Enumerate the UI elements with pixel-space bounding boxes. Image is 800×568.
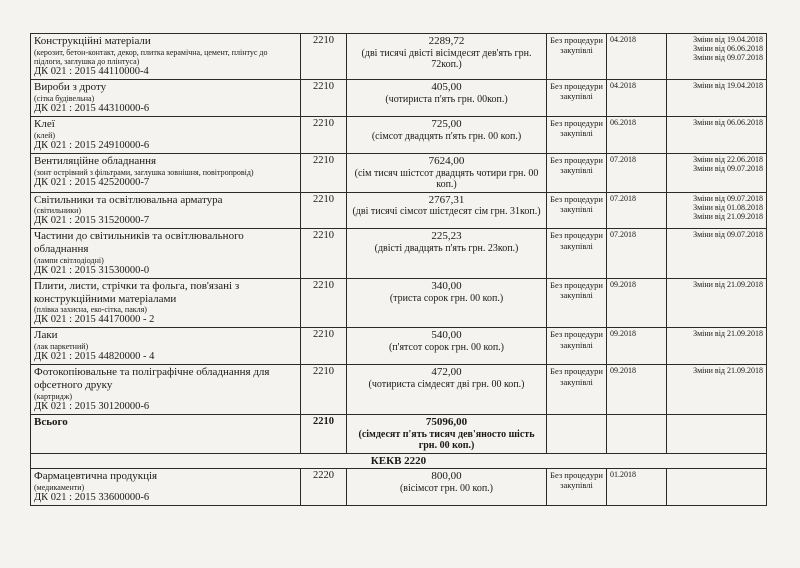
kekv-code: 2210 (313, 193, 334, 205)
empty-cell (607, 414, 667, 453)
start-date-cell (607, 34, 667, 80)
kekv-code-cell (301, 34, 347, 80)
amount-value: 225,23 (431, 230, 462, 243)
section-title: КЕКВ 2220 (370, 454, 427, 467)
item-cpv-code: ДК 021 : 2015 44110000-4 (34, 66, 149, 78)
changes-cell (667, 80, 767, 117)
changes-cell (667, 116, 767, 153)
table-row (31, 153, 767, 192)
change-entry: Зміни від 21.09.2018 (693, 329, 763, 339)
start-date: 09.2018 (610, 366, 636, 376)
procedure-type: Без процедури закупівлі (550, 35, 603, 56)
changes-cell (667, 192, 767, 229)
kekv-code-cell (301, 229, 347, 279)
kekv-code-cell (301, 469, 347, 506)
procedure-type: Без процедури закупівлі (550, 193, 603, 214)
changes-cell (667, 469, 767, 506)
change-entry: Зміни від 19.04.2018 (693, 81, 763, 91)
changes-cell (667, 365, 767, 415)
procedure-type: Без процедури закупівлі (550, 230, 603, 251)
item-name-cell (31, 80, 301, 117)
change-entry: Зміни від 06.06.2018 (693, 44, 763, 54)
item-name-cell (31, 278, 301, 328)
amount-cell (347, 80, 547, 117)
kekv-code: 2210 (313, 35, 334, 46)
change-entry: Зміни від 21.09.2018 (693, 279, 763, 289)
start-date: 06.2018 (610, 117, 636, 127)
amount-value: 800,00 (431, 470, 462, 483)
changes-cell (667, 278, 767, 328)
total-amount: 75096,00 (425, 415, 468, 428)
table-row (31, 469, 767, 506)
change-entry: Зміни від 06.06.2018 (693, 117, 763, 127)
kekv-code: 2220 (313, 470, 334, 482)
amount-value: 472,00 (431, 366, 462, 379)
amount-in-words: (вісімсот грн. 00 коп.) (399, 482, 494, 494)
total-amount-in-words: (сімдесят п'ять тисяч дев'яносто шість грн. 00 коп.) (358, 428, 535, 452)
item-name: Клеї (34, 117, 55, 130)
item-description: (лампи світлодіодні) (34, 255, 104, 265)
changes-cell (667, 153, 767, 192)
change-entry: Зміни від 09.07.2018 (693, 193, 763, 203)
amount-in-words: (сімсот двадцять п'ять грн. 00 коп.) (371, 130, 522, 142)
item-name-cell (31, 229, 301, 279)
start-date-cell (607, 278, 667, 328)
total-kekv: 2210 (313, 415, 334, 427)
item-cpv-code: ДК 021 : 2015 31520000-7 (34, 215, 150, 227)
item-name: Конструкційні матеріали (34, 35, 151, 47)
procedure-type: Без процедури закупівлі (550, 366, 603, 387)
section-title-cell (31, 453, 767, 469)
item-description: (керозит, бетон-контакт, декор, плитка керамічна, цемент, плінтус до підлоги, заглушка до плінтуса) (34, 47, 268, 66)
start-date-cell (607, 116, 667, 153)
start-date: 04.2018 (610, 81, 636, 91)
procedure-cell (547, 365, 607, 415)
procedure-type: Без процедури закупівлі (550, 81, 603, 102)
item-cpv-code: ДК 021 : 2015 42520000-7 (34, 176, 150, 188)
empty-cell (667, 414, 767, 453)
total-kekv-cell (301, 414, 347, 453)
start-date: 09.2018 (610, 279, 636, 289)
amount-in-words: (двісті двадцять п'ять грн. 23коп.) (374, 243, 519, 255)
procurement-table (30, 33, 767, 506)
table-row (31, 34, 767, 80)
item-cpv-code: ДК 021 : 2015 24910000-6 (34, 139, 150, 151)
item-name: Лаки (34, 329, 58, 342)
change-entry: Зміни від 22.06.2018 (693, 154, 763, 164)
start-date-cell (607, 328, 667, 365)
procurement-table-body (31, 34, 767, 506)
kekv-code-cell (301, 278, 347, 328)
item-name-cell (31, 34, 301, 80)
change-entry: Зміни від 09.07.2018 (693, 230, 763, 240)
amount-cell (347, 469, 547, 506)
item-cpv-code: ДК 021 : 2015 33600000-6 (34, 491, 150, 503)
procedure-cell (547, 116, 607, 153)
change-entry: Зміни від 19.04.2018 (693, 35, 763, 44)
amount-value: 405,00 (431, 81, 462, 94)
item-name-cell (31, 469, 301, 506)
item-name: Фотокопіювальне та поліграфічне обладнання для офсетного друку (34, 366, 270, 391)
changes-cell (667, 34, 767, 80)
item-cpv-code: ДК 021 : 2015 44310000-6 (34, 102, 150, 114)
amount-cell (347, 192, 547, 229)
table-row (31, 192, 767, 229)
change-entry: Зміни від 21.09.2018 (693, 211, 763, 221)
change-entry: Зміни від 21.09.2018 (693, 366, 763, 376)
amount-cell (347, 34, 547, 80)
amount-cell (347, 328, 547, 365)
start-date-cell (607, 192, 667, 229)
amount-value: 2289,72 (428, 35, 465, 47)
table-row (31, 116, 767, 153)
item-name: Фармацевтична продукція (34, 470, 158, 483)
item-name-cell (31, 116, 301, 153)
kekv-code: 2210 (313, 366, 334, 378)
amount-in-words: (чотириста п'ять грн. 00коп.) (385, 93, 508, 105)
item-name: Вироби з дроту (34, 81, 107, 94)
item-cpv-code: ДК 021 : 2015 44170000 - 2 (34, 314, 155, 326)
amount-value: 340,00 (431, 279, 462, 292)
total-label-cell (31, 414, 301, 453)
procedure-cell (547, 328, 607, 365)
item-description: (сітка будівельна) (34, 93, 95, 103)
changes-cell (667, 328, 767, 365)
item-cpv-code: ДК 021 : 2015 31530000-0 (34, 264, 150, 276)
changes-cell (667, 229, 767, 279)
amount-in-words: (п'ятсот сорок грн. 00 коп.) (388, 342, 505, 354)
amount-value: 7624,00 (428, 154, 465, 167)
item-description: (світильники) (34, 206, 82, 216)
procedure-cell (547, 469, 607, 506)
change-entry: Зміни від 09.07.2018 (693, 53, 763, 63)
start-date-cell (607, 153, 667, 192)
start-date-cell (607, 469, 667, 506)
procedure-type: Без процедури закупівлі (550, 279, 603, 301)
item-description: (картридж) (34, 391, 73, 401)
section-header-row (31, 453, 767, 469)
item-name: Вентиляційне обладнання (34, 154, 157, 167)
item-name: Світильники та освітлювальна арматура (34, 193, 223, 206)
item-description: (медикаменти) (34, 482, 85, 492)
amount-cell (347, 229, 547, 279)
table-row (31, 80, 767, 117)
total-row (31, 414, 767, 453)
amount-cell (347, 278, 547, 328)
start-date: 01.2018 (610, 470, 636, 480)
start-date: 09.2018 (610, 329, 636, 339)
item-description: (клей) (34, 130, 56, 140)
amount-in-words: (чотириста сімдесят дві грн. 00 коп.) (368, 378, 525, 390)
item-description: (лак паркетний) (34, 342, 89, 352)
kekv-code-cell (301, 328, 347, 365)
amount-cell (347, 365, 547, 415)
kekv-code: 2210 (313, 117, 334, 129)
item-description: (плівка захисна, еко-сітка, пакля) (34, 305, 147, 315)
amount-in-words: (триста сорок грн. 00 коп.) (389, 292, 504, 304)
procedure-type: Без процедури закупівлі (550, 117, 603, 139)
table-row (31, 278, 767, 328)
procedure-cell (547, 153, 607, 192)
amount-value: 725,00 (431, 117, 462, 130)
procedure-type: Без процедури закупівлі (550, 154, 603, 176)
kekv-code: 2210 (313, 154, 334, 166)
start-date: 07.2018 (610, 193, 636, 203)
amount-in-words: (дві тисячі двісті вісімдесят дев'ять грн. 72коп.) (361, 47, 532, 71)
item-name-cell (31, 192, 301, 229)
start-date-cell (607, 80, 667, 117)
item-name: Частини до світильників та освітлювального обладнання (34, 230, 244, 256)
item-cpv-code: ДК 021 : 2015 30120000-6 (34, 400, 150, 412)
item-name-cell (31, 328, 301, 365)
procedure-type: Без процедури закупівлі (550, 470, 603, 491)
procedure-cell (547, 278, 607, 328)
item-name-cell (31, 365, 301, 415)
start-date-cell (607, 365, 667, 415)
kekv-code: 2210 (313, 329, 334, 341)
amount-cell (347, 116, 547, 153)
procedure-cell (547, 229, 607, 279)
kekv-code-cell (301, 116, 347, 153)
item-cpv-code: ДК 021 : 2015 44820000 - 4 (34, 351, 155, 363)
amount-value: 540,00 (431, 329, 462, 342)
procedure-cell (547, 192, 607, 229)
amount-cell (347, 153, 547, 192)
start-date-cell (607, 229, 667, 279)
item-description: (зонт острівний з фільтрами, заглушка зовнішня, повітропровід) (34, 167, 254, 177)
total-amount-cell (347, 414, 547, 453)
total-label: Всього (34, 415, 68, 428)
start-date: 04.2018 (610, 35, 636, 44)
table-row (31, 328, 767, 365)
start-date: 07.2018 (610, 154, 636, 164)
table-row (31, 365, 767, 415)
kekv-code-cell (301, 192, 347, 229)
change-entry: Зміни від 09.07.2018 (693, 164, 763, 174)
kekv-code: 2210 (313, 279, 334, 291)
procedure-cell (547, 34, 607, 80)
kekv-code-cell (301, 153, 347, 192)
item-name-cell (31, 153, 301, 192)
empty-cell (547, 414, 607, 453)
kekv-code: 2210 (313, 81, 334, 93)
kekv-code: 2210 (313, 230, 334, 242)
amount-value: 2767,31 (428, 193, 465, 206)
procedure-type: Без процедури закупівлі (550, 329, 603, 350)
item-name: Плити, листи, стрічки та фольга, пов'язані з конструкційними матеріалами (34, 279, 240, 305)
amount-in-words: (дві тисячі сімсот шістдесят сім грн. 31коп.) (352, 206, 541, 218)
table-row (31, 229, 767, 279)
procedure-cell (547, 80, 607, 117)
change-entry: Зміни від 01.08.2018 (693, 202, 763, 212)
kekv-code-cell (301, 80, 347, 117)
kekv-code-cell (301, 365, 347, 415)
amount-in-words: (сім тисяч шістсот двадцять чотири грн. 00 коп.) (354, 167, 539, 190)
start-date: 07.2018 (610, 230, 636, 240)
